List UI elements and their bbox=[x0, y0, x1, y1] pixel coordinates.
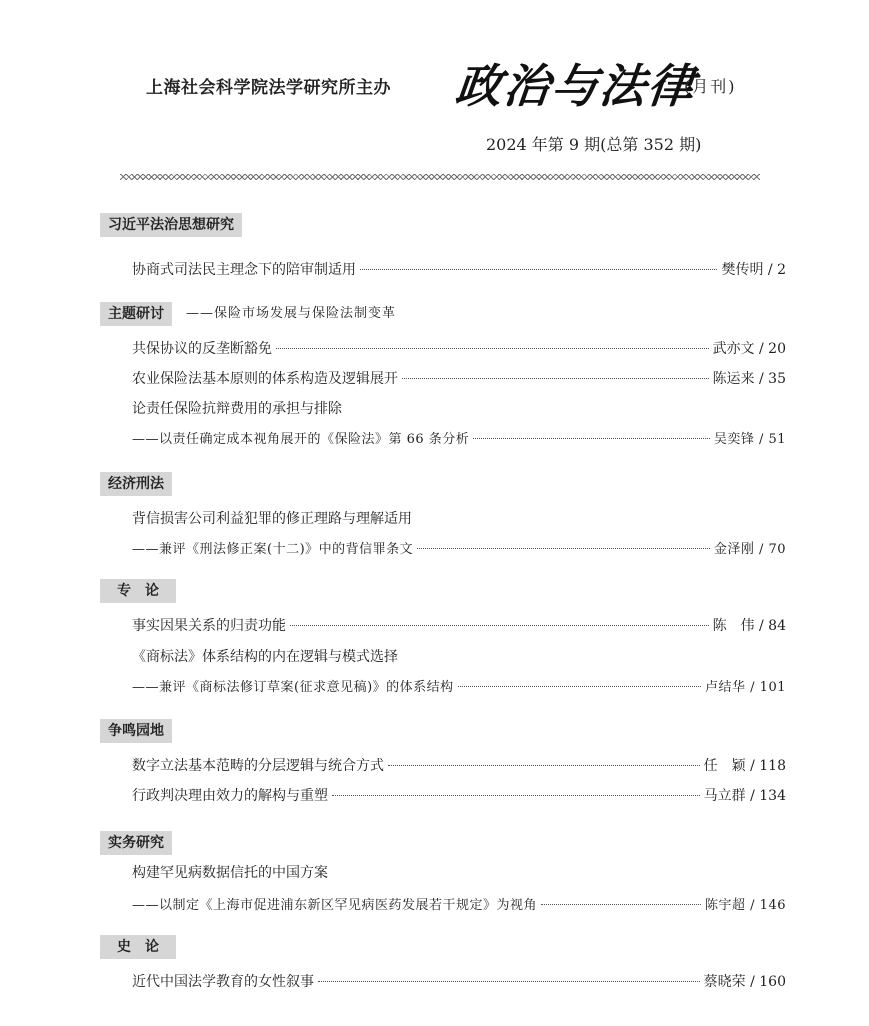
entry-author-page: 任 颖 / 118 bbox=[703, 758, 786, 774]
section-label: 主题研讨 bbox=[100, 302, 172, 326]
dot-leader bbox=[458, 685, 701, 687]
entry-title: 近代中国法学教育的女性叙事 bbox=[132, 974, 314, 990]
dot-leader bbox=[417, 547, 710, 549]
dot-leader bbox=[290, 624, 709, 626]
section-label: 实务研究 bbox=[100, 831, 172, 855]
entry-author-page: 樊传明 / 2 bbox=[721, 262, 786, 278]
dot-leader bbox=[332, 794, 700, 796]
entry-author-page: 陈 伟 / 84 bbox=[712, 618, 786, 634]
dot-leader bbox=[360, 268, 717, 270]
dot-leader bbox=[473, 437, 710, 439]
section-subtitle: ——保险市场发展与保险法制变革 bbox=[186, 306, 397, 321]
toc-entry[interactable] bbox=[132, 755, 786, 777]
publisher-line: 上海社会科学院法学研究所主办 bbox=[146, 78, 391, 98]
dot-leader bbox=[402, 377, 709, 379]
toc-entry[interactable] bbox=[132, 676, 786, 698]
entry-author-page: 金泽刚 / 70 bbox=[713, 542, 786, 557]
dot-leader bbox=[276, 347, 709, 349]
entry-author-page: 卢结华 / 101 bbox=[705, 680, 786, 695]
entry-title: 行政判决理由效力的解构与重塑 bbox=[132, 788, 328, 804]
entry-subtitle: ——兼评《商标法修订草案(征求意见稿)》的体系结构 bbox=[132, 680, 454, 695]
entry-title[interactable]: 构建罕见病数据信托的中国方案 bbox=[132, 865, 328, 881]
issue-number: 2024 年第 9 期(总第 352 期) bbox=[486, 135, 702, 154]
toc-entry[interactable] bbox=[132, 259, 786, 281]
toc-entry[interactable] bbox=[132, 338, 786, 360]
entry-subtitle: ——以责任确定成本视角展开的《保险法》第 66 条分析 bbox=[132, 432, 470, 447]
entry-title[interactable]: 背信损害公司利益犯罪的修正理路与理解适用 bbox=[132, 511, 412, 527]
entry-author-page: 武亦文 / 20 bbox=[712, 341, 786, 357]
section-label: 争鸣园地 bbox=[100, 719, 172, 743]
entry-title[interactable]: 论责任保险抗辩费用的承担与排除 bbox=[132, 401, 342, 417]
entry-title: 数字立法基本范畴的分层逻辑与统合方式 bbox=[132, 758, 384, 774]
entry-subtitle: ——以制定《上海市促进浦东新区罕见病医药发展若干规定》为视角 bbox=[132, 898, 538, 913]
dot-leader bbox=[318, 980, 700, 982]
toc-entry[interactable] bbox=[132, 368, 786, 390]
entry-title: 事实因果关系的归责功能 bbox=[132, 618, 286, 634]
dot-leader bbox=[388, 764, 700, 766]
entry-author-page: 陈宇超 / 146 bbox=[705, 898, 786, 913]
toc-entry[interactable] bbox=[132, 971, 786, 993]
entry-subtitle: ——兼评《刑法修正案(十二)》中的背信罪条文 bbox=[132, 542, 414, 557]
toc-entry[interactable] bbox=[132, 538, 786, 560]
toc-entry[interactable] bbox=[132, 428, 786, 450]
entry-title[interactable]: 《商标法》体系结构的内在逻辑与模式选择 bbox=[132, 649, 398, 665]
section-label: 史 论 bbox=[100, 935, 176, 959]
journal-title: 政治与法律 bbox=[452, 59, 699, 113]
entry-title: 农业保险法基本原则的体系构造及逻辑展开 bbox=[132, 371, 398, 387]
section-label: 专 论 bbox=[100, 579, 176, 603]
entry-author-page: 吴奕锋 / 51 bbox=[713, 432, 786, 447]
entry-author-page: 陈运来 / 35 bbox=[712, 371, 786, 387]
decorative-divider bbox=[120, 174, 760, 180]
dot-leader bbox=[541, 903, 701, 905]
entry-author-page: 马立群 / 134 bbox=[703, 788, 786, 804]
entry-author-page: 蔡晓荣 / 160 bbox=[703, 974, 786, 990]
toc-entry[interactable] bbox=[132, 615, 786, 637]
entry-title: 协商式司法民主理念下的陪审制适用 bbox=[132, 262, 356, 278]
entry-title: 共保协议的反垄断豁免 bbox=[132, 341, 272, 357]
toc-entry[interactable] bbox=[132, 894, 786, 916]
journal-frequency: (月刊) bbox=[684, 77, 737, 96]
section-label: 习近平法治思想研究 bbox=[100, 213, 242, 237]
section-label: 经济刑法 bbox=[100, 472, 172, 496]
toc-entry[interactable] bbox=[132, 785, 786, 807]
